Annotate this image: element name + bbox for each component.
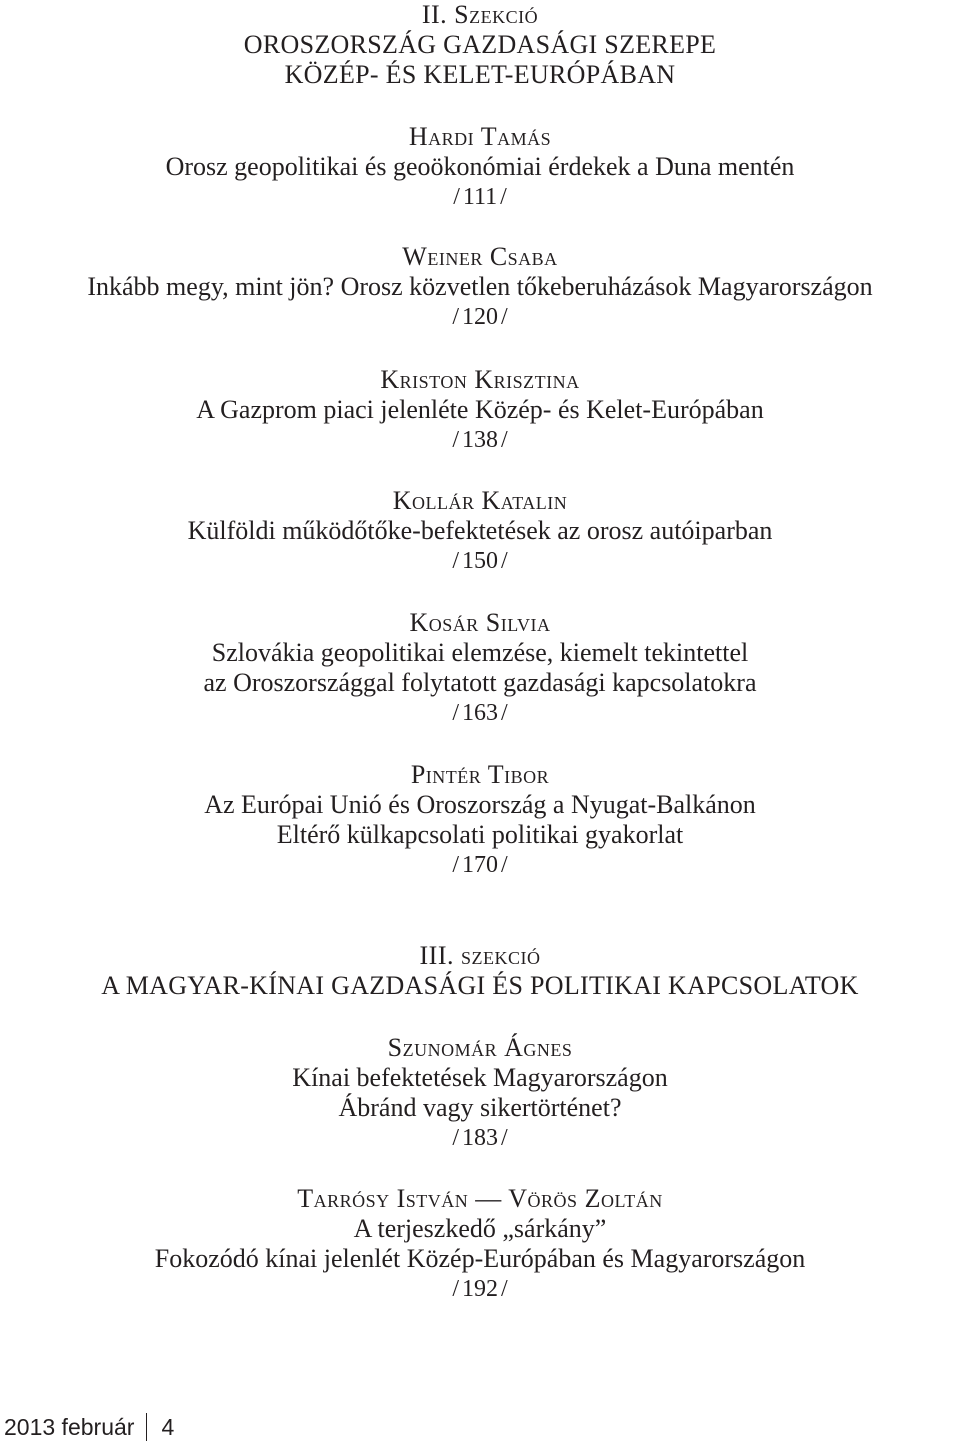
entry-page-ref: / 183 / <box>452 1125 508 1151</box>
page-footer <box>4 1412 174 1442</box>
entry-author: Kollár Katalin <box>392 486 568 515</box>
entry-author: Pintér Tibor <box>410 760 550 789</box>
entry-title: Eltérő külkapcsolati politikai gyakorlat <box>276 820 684 849</box>
entry-page-ref: / 111 / <box>453 184 507 210</box>
footer-divider <box>146 1413 147 1441</box>
entry-title: Fokozódó kínai jelenlét Közép-Európában és Magyarországon <box>154 1244 806 1273</box>
entry-page-number: 120 <box>462 304 498 330</box>
entry-title: az Oroszországgal folytatott gazdasági kapcsolatokra <box>203 668 757 697</box>
entry-page-number: 170 <box>462 852 498 878</box>
entry-page-ref: / 163 / <box>452 700 508 726</box>
entry-author: Hardi Tamás <box>408 122 552 151</box>
entry-title: Inkább megy, mint jön? Orosz közvetlen tőkeberuházások Magyarországon <box>87 272 873 301</box>
footer-date: 2013 február <box>4 1414 135 1440</box>
entry-title: A terjeszkedő „sárkány” <box>353 1214 607 1243</box>
entry-page-number: 192 <box>462 1276 498 1302</box>
entry-title: Külföldi működőtőke-befektetések az orosz autóiparban <box>187 516 773 545</box>
section-2-title-line-1: OROSZORSZÁG GAZDASÁGI SZEREPE <box>243 30 717 59</box>
entry-page-ref: / 150 / <box>452 548 508 574</box>
entry-page-number: 138 <box>462 427 498 453</box>
entry-title: Az Európai Unió és Oroszország a Nyugat-Balkánon <box>204 790 756 819</box>
section-2-title-line-2: KÖZÉP- ÉS KELET-EURÓPÁBAN <box>284 60 676 89</box>
entry-author: Szunomár Ágnes <box>387 1033 573 1062</box>
entry-author: Kriston Krisztina <box>380 365 580 394</box>
entry-title: A Gazprom piaci jelenléte Közép- és Kelet-Európában <box>196 395 764 424</box>
entry-title: Szlovákia geopolitikai elemzése, kiemelt tekintettel <box>211 638 749 667</box>
entry-page-number: 111 <box>462 184 498 210</box>
section-2-label: II. Szekció <box>421 0 539 29</box>
entry-title: Orosz geopolitikai és geoökonómiai érdekek a Duna mentén <box>165 152 795 181</box>
section-3-label: III. szekció <box>419 941 541 970</box>
entry-page-ref: / 192 / <box>452 1276 508 1302</box>
entry-title: Ábránd vagy sikertörténet? <box>338 1093 622 1122</box>
entry-page-ref: / 138 / <box>452 427 508 453</box>
entry-title: Kínai befektetések Magyarországon <box>292 1063 668 1092</box>
entry-page-ref: / 170 / <box>452 852 508 878</box>
entry-page-number: 163 <box>462 700 498 726</box>
entry-page-number: 150 <box>462 548 498 574</box>
entry-author: Weiner Csaba <box>402 242 558 271</box>
entry-page-ref: / 120 / <box>452 304 508 330</box>
entry-author: Tarrósy István — Vörös Zoltán <box>297 1184 663 1213</box>
entry-page-number: 183 <box>462 1125 498 1151</box>
entry-author: Kosár Silvia <box>409 608 551 637</box>
footer-page-number: 4 <box>161 1414 175 1440</box>
section-3-title: A MAGYAR-KÍNAI GAZDASÁGI ÉS POLITIKAI KAPCSOLATOK <box>101 971 859 1000</box>
